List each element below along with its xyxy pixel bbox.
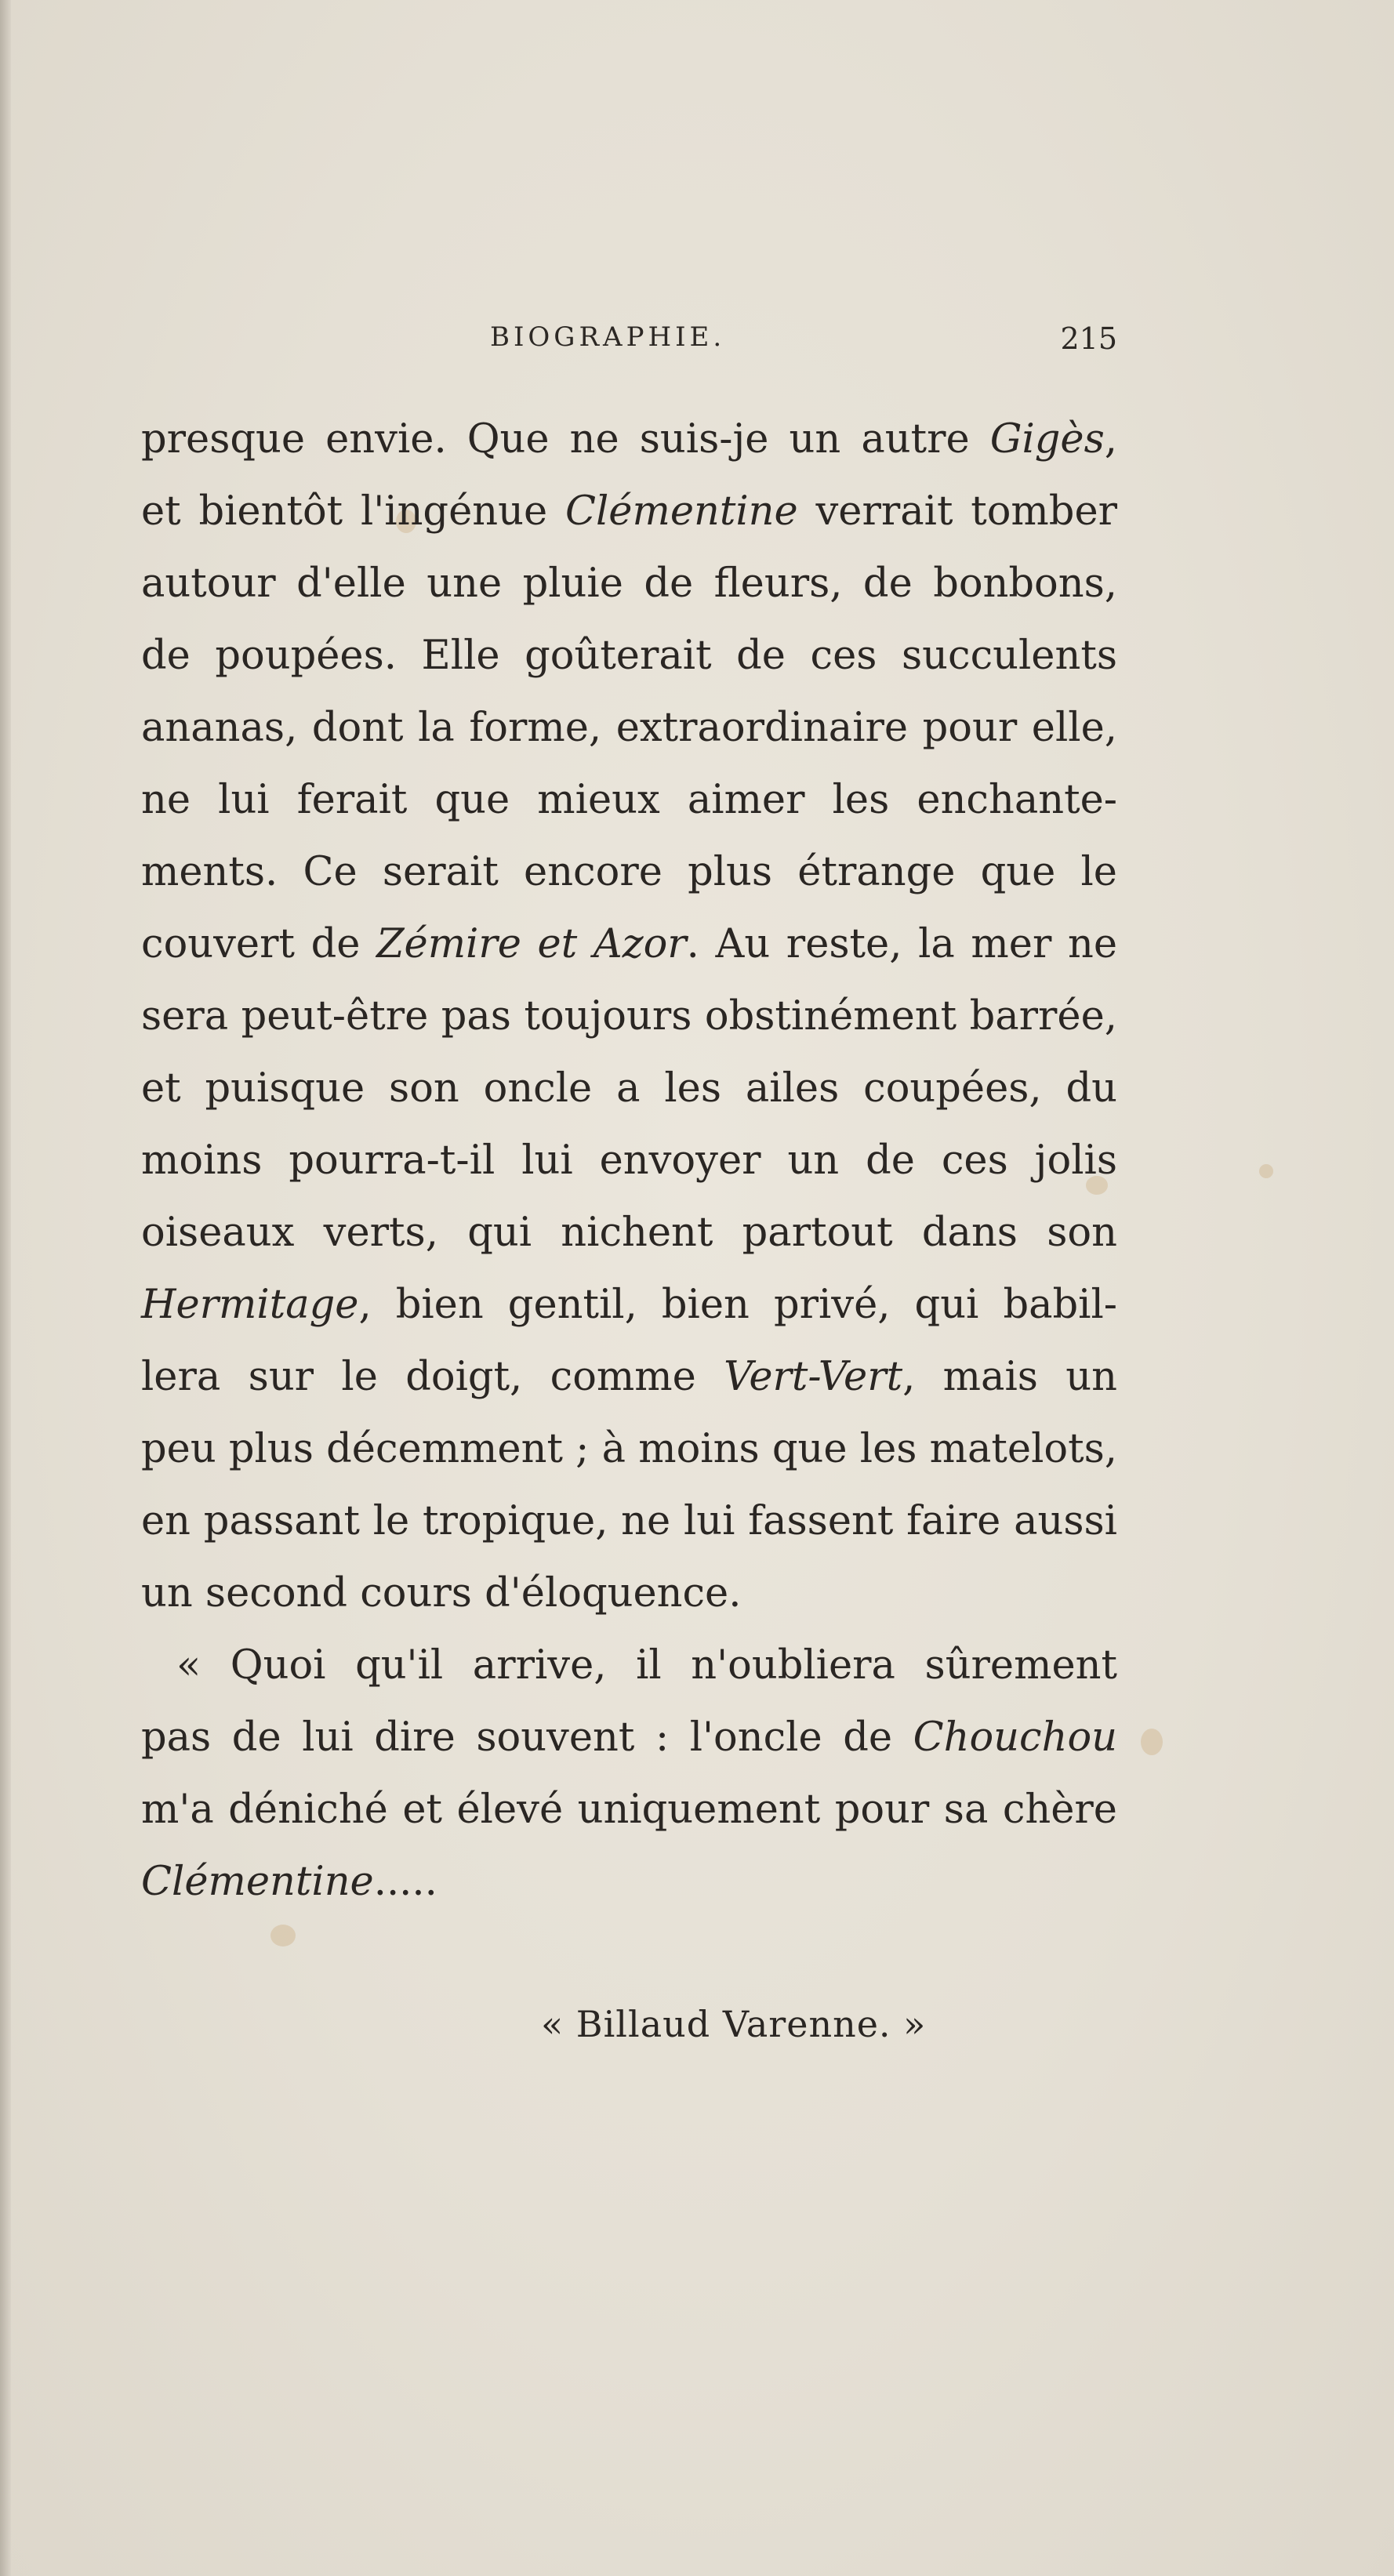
text-line: presque envie. Que ne suis-je un autre Gigès, (141, 416, 1117, 463)
text-line: ments. Ce serait encore plus étrange que le (141, 849, 1117, 895)
text-line: couvert de Zémire et Azor. Au reste, la mer ne (141, 921, 1117, 967)
page-number: 215 (1060, 321, 1117, 356)
signature: « Billaud Varenne. » (541, 2003, 927, 2045)
text-line: « Quoi qu'il arrive, il n'oubliera sûrement (176, 1642, 1117, 1689)
text-line: ananas, dont la forme, extraordinaire pour elle, (141, 705, 1117, 751)
text-line: peu plus décemment ; à moins que les matelots, (141, 1426, 1117, 1472)
text-line: autour d'elle une pluie de fleurs, de bonbons, (141, 561, 1117, 607)
text-line: Clémentine..... (141, 1859, 437, 1905)
text-line: et bientôt l'ingénue Clémentine verrait tomber (141, 488, 1118, 535)
text-line: ne lui ferait que mieux aimer les enchante- (141, 777, 1117, 823)
running-title: BIOGRAPHIE. (490, 321, 726, 353)
text-line: en passant le tropique, ne lui fassent faire aussi (141, 1498, 1117, 1544)
text-line: oiseaux verts, qui nichent partout dans son (141, 1210, 1117, 1256)
text-line: moins pourra-t-il lui envoyer un de ces jolis (141, 1137, 1117, 1184)
text-line: m'a déniché et élevé uniquement pour sa chère (141, 1787, 1117, 1833)
page-edge (0, 0, 11, 2576)
text-line: sera peut-être pas toujours obstinément barrée, (141, 993, 1117, 1039)
text-line: de poupées. Elle goûterait de ces succulents (141, 633, 1117, 679)
text-line: lera sur le doigt, comme Vert-Vert, mais un (141, 1354, 1117, 1400)
body-text (141, 404, 1117, 1918)
foxing-stain (1259, 1164, 1273, 1178)
text-line: Hermitage, bien gentil, bien privé, qui babil- (141, 1282, 1117, 1328)
foxing-stain (270, 1925, 296, 1947)
text-line: pas de lui dire souvent : l'oncle de Chouchou (141, 1714, 1117, 1761)
text-line: un second cours d'éloquence. (141, 1570, 742, 1616)
foxing-stain (1141, 1729, 1163, 1755)
page-header (141, 321, 1117, 368)
text-line: et puisque son oncle a les ailes coupées, du (141, 1065, 1117, 1112)
